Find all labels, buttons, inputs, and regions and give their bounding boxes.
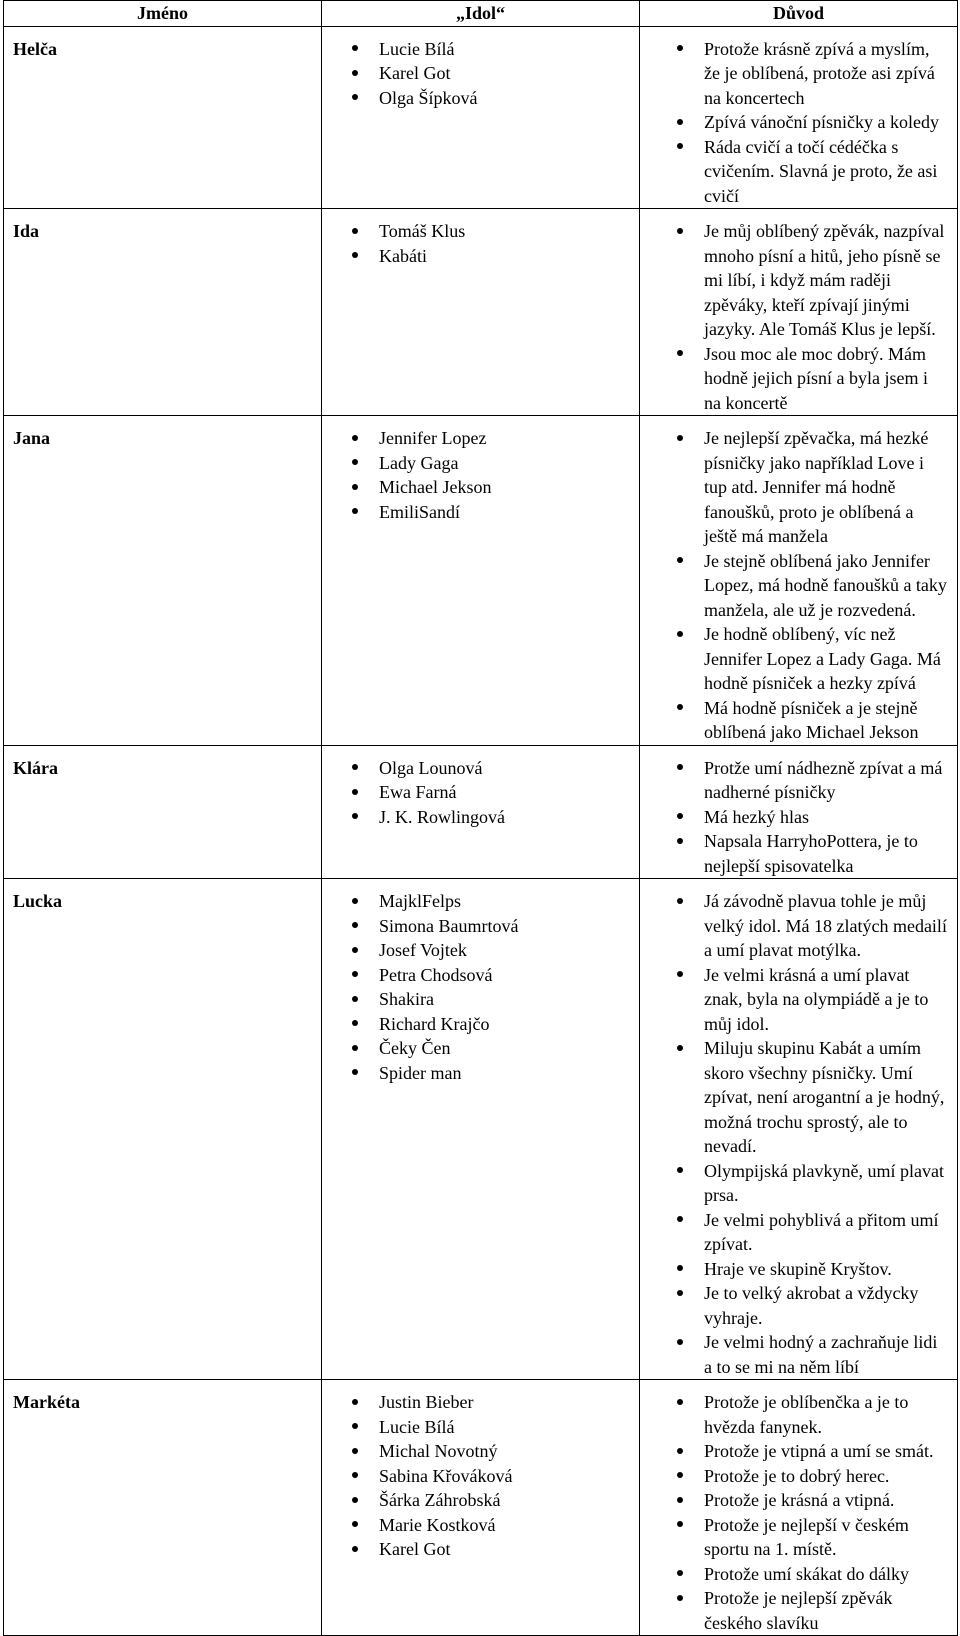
table-row xyxy=(4,26,958,209)
list-item: Marie Kostková xyxy=(322,1513,639,1538)
list-item: Protože je to dobrý herec. xyxy=(640,1464,949,1489)
reason-list xyxy=(640,426,949,745)
table-row xyxy=(4,416,958,746)
reason-list-cell xyxy=(640,416,958,746)
list-item: Já závodně plavua tohle je můj velký idol. Má 18 zlatých medailí a umí plavat motýlka. xyxy=(640,889,949,963)
list-item: MajklFelps xyxy=(322,889,639,914)
list-item: Ráda cvičí a točí cédéčka s cvičením. Slavná je proto, že asi cvičí xyxy=(640,135,949,209)
list-item: Hraje ve skupině Kryštov. xyxy=(640,1257,949,1282)
list-item: Protože je krásná a vtipná. xyxy=(640,1488,949,1513)
list-item: Michal Novotný xyxy=(322,1439,639,1464)
list-item: Richard Krajčo xyxy=(322,1012,639,1037)
reason-list xyxy=(640,37,949,209)
list-item: Justin Bieber xyxy=(322,1390,639,1415)
list-item: Je můj oblíbený zpěvák, nazpíval mnoho písní a hitů, jeho písně se mi líbí, i když mám raději zpěváky, kteří zpívají jinými jazyky. Ale Tomáš Klus je lepší. xyxy=(640,219,949,342)
header-idol: „Idol“ xyxy=(322,1,640,27)
list-item: J. K. Rowlingová xyxy=(322,805,639,830)
reason-list-cell xyxy=(640,879,958,1380)
list-item: Protože krásně zpívá a myslím, že je oblíbená, protože asi zpívá na koncertech xyxy=(640,37,949,111)
list-item: Jennifer Lopez xyxy=(322,426,639,451)
idol-list-cell xyxy=(322,209,640,416)
list-item: Je stejně oblíbená jako Jennifer Lopez, má hodně fanoušků a taky manžela, ale už je rozvedená. xyxy=(640,549,949,623)
list-item: Protože je nejlepší zpěvák českého slavíku xyxy=(640,1586,949,1635)
list-item: Zpívá vánoční písničky a koledy xyxy=(640,110,949,135)
idol-list xyxy=(322,889,639,1085)
person-name: Helča xyxy=(4,26,322,209)
reason-list-cell xyxy=(640,1380,958,1636)
list-item: Je velmi hodný a zachraňuje lidi a to se mi na něm líbí xyxy=(640,1330,949,1379)
idol-list-cell xyxy=(322,745,640,879)
reason-list xyxy=(640,889,949,1379)
list-item: Ewa Farná xyxy=(322,780,639,805)
list-item: Má hodně písniček a je stejně oblíbená jako Michael Jekson xyxy=(640,696,949,745)
person-name: Jana xyxy=(4,416,322,746)
table-row xyxy=(4,209,958,416)
list-item: Lady Gaga xyxy=(322,451,639,476)
list-item: Je velmi pohyblivá a přitom umí zpívat. xyxy=(640,1208,949,1257)
person-name: Ida xyxy=(4,209,322,416)
header-reason: Důvod xyxy=(640,1,958,27)
list-item: Napsala HarryhoPottera, je to nejlepší spisovatelka xyxy=(640,829,949,878)
idol-list-cell xyxy=(322,1380,640,1636)
person-name: Markéta xyxy=(4,1380,322,1636)
list-item: Olga Lounová xyxy=(322,756,639,781)
list-item: Čeky Čen xyxy=(322,1036,639,1061)
list-item: Sabina Křováková xyxy=(322,1464,639,1489)
list-item: Lucie Bílá xyxy=(322,1415,639,1440)
list-item: Miluju skupinu Kabát a umím skoro všechny písničky. Umí zpívat, není arogantní a je hodný, možná trochu sprostý, ale to nevadí. xyxy=(640,1036,949,1159)
list-item: Josef Vojtek xyxy=(322,938,639,963)
table-row xyxy=(4,1380,958,1636)
reason-list-cell xyxy=(640,209,958,416)
idol-list-cell xyxy=(322,416,640,746)
idol-table xyxy=(3,0,958,1636)
idol-list xyxy=(322,37,639,111)
list-item: Je velmi krásná a umí plavat znak, byla na olympiádě a je to můj idol. xyxy=(640,963,949,1037)
list-item: Spider man xyxy=(322,1061,639,1086)
list-item: Simona Baumrtová xyxy=(322,914,639,939)
idol-list xyxy=(322,756,639,830)
reason-list-cell xyxy=(640,745,958,879)
list-item: Protože umí skákat do dálky xyxy=(640,1562,949,1587)
reason-list-cell xyxy=(640,26,958,209)
list-item: Jsou moc ale moc dobrý. Mám hodně jejich písní a byla jsem i na koncertě xyxy=(640,342,949,416)
list-item: Je to velký akrobat a vždycky vyhraje. xyxy=(640,1281,949,1330)
list-item: Je hodně oblíbený, víc než Jennifer Lopez a Lady Gaga. Má hodně písniček a hezky zpívá xyxy=(640,622,949,696)
list-item: Šárka Záhrobská xyxy=(322,1488,639,1513)
list-item: Lucie Bílá xyxy=(322,37,639,62)
list-item: EmiliSandí xyxy=(322,500,639,525)
person-name: Klára xyxy=(4,745,322,879)
table-row xyxy=(4,745,958,879)
idol-list-cell xyxy=(322,26,640,209)
reason-list xyxy=(640,1390,949,1635)
list-item: Karel Got xyxy=(322,61,639,86)
list-item: Shakira xyxy=(322,987,639,1012)
header-row xyxy=(4,1,958,27)
list-item: Kabáti xyxy=(322,244,639,269)
list-item: Tomáš Klus xyxy=(322,219,639,244)
list-item: Protože je vtipná a umí se smát. xyxy=(640,1439,949,1464)
idol-list xyxy=(322,1390,639,1562)
header-name: Jméno xyxy=(4,1,322,27)
list-item: Je nejlepší zpěvačka, má hezké písničky jako například Love i tup atd. Jennifer má hodně fanoušků, proto je oblíbená a ještě má manžela xyxy=(640,426,949,549)
list-item: Protže umí nádhezně zpívat a má nadherné písničky xyxy=(640,756,949,805)
list-item: Petra Chodsová xyxy=(322,963,639,988)
list-item: Olympijská plavkyně, umí plavat prsa. xyxy=(640,1159,949,1208)
person-name: Lucka xyxy=(4,879,322,1380)
list-item: Karel Got xyxy=(322,1537,639,1562)
idol-list-cell xyxy=(322,879,640,1380)
list-item: Michael Jekson xyxy=(322,475,639,500)
idol-list xyxy=(322,219,639,268)
list-item: Olga Šípková xyxy=(322,86,639,111)
table-row xyxy=(4,879,958,1380)
list-item: Má hezký hlas xyxy=(640,805,949,830)
reason-list xyxy=(640,219,949,415)
list-item: Protože je oblíbenčka a je to hvězda fanynek. xyxy=(640,1390,949,1439)
idol-list xyxy=(322,426,639,524)
list-item: Protože je nejlepší v českém sportu na 1. místě. xyxy=(640,1513,949,1562)
reason-list xyxy=(640,756,949,879)
